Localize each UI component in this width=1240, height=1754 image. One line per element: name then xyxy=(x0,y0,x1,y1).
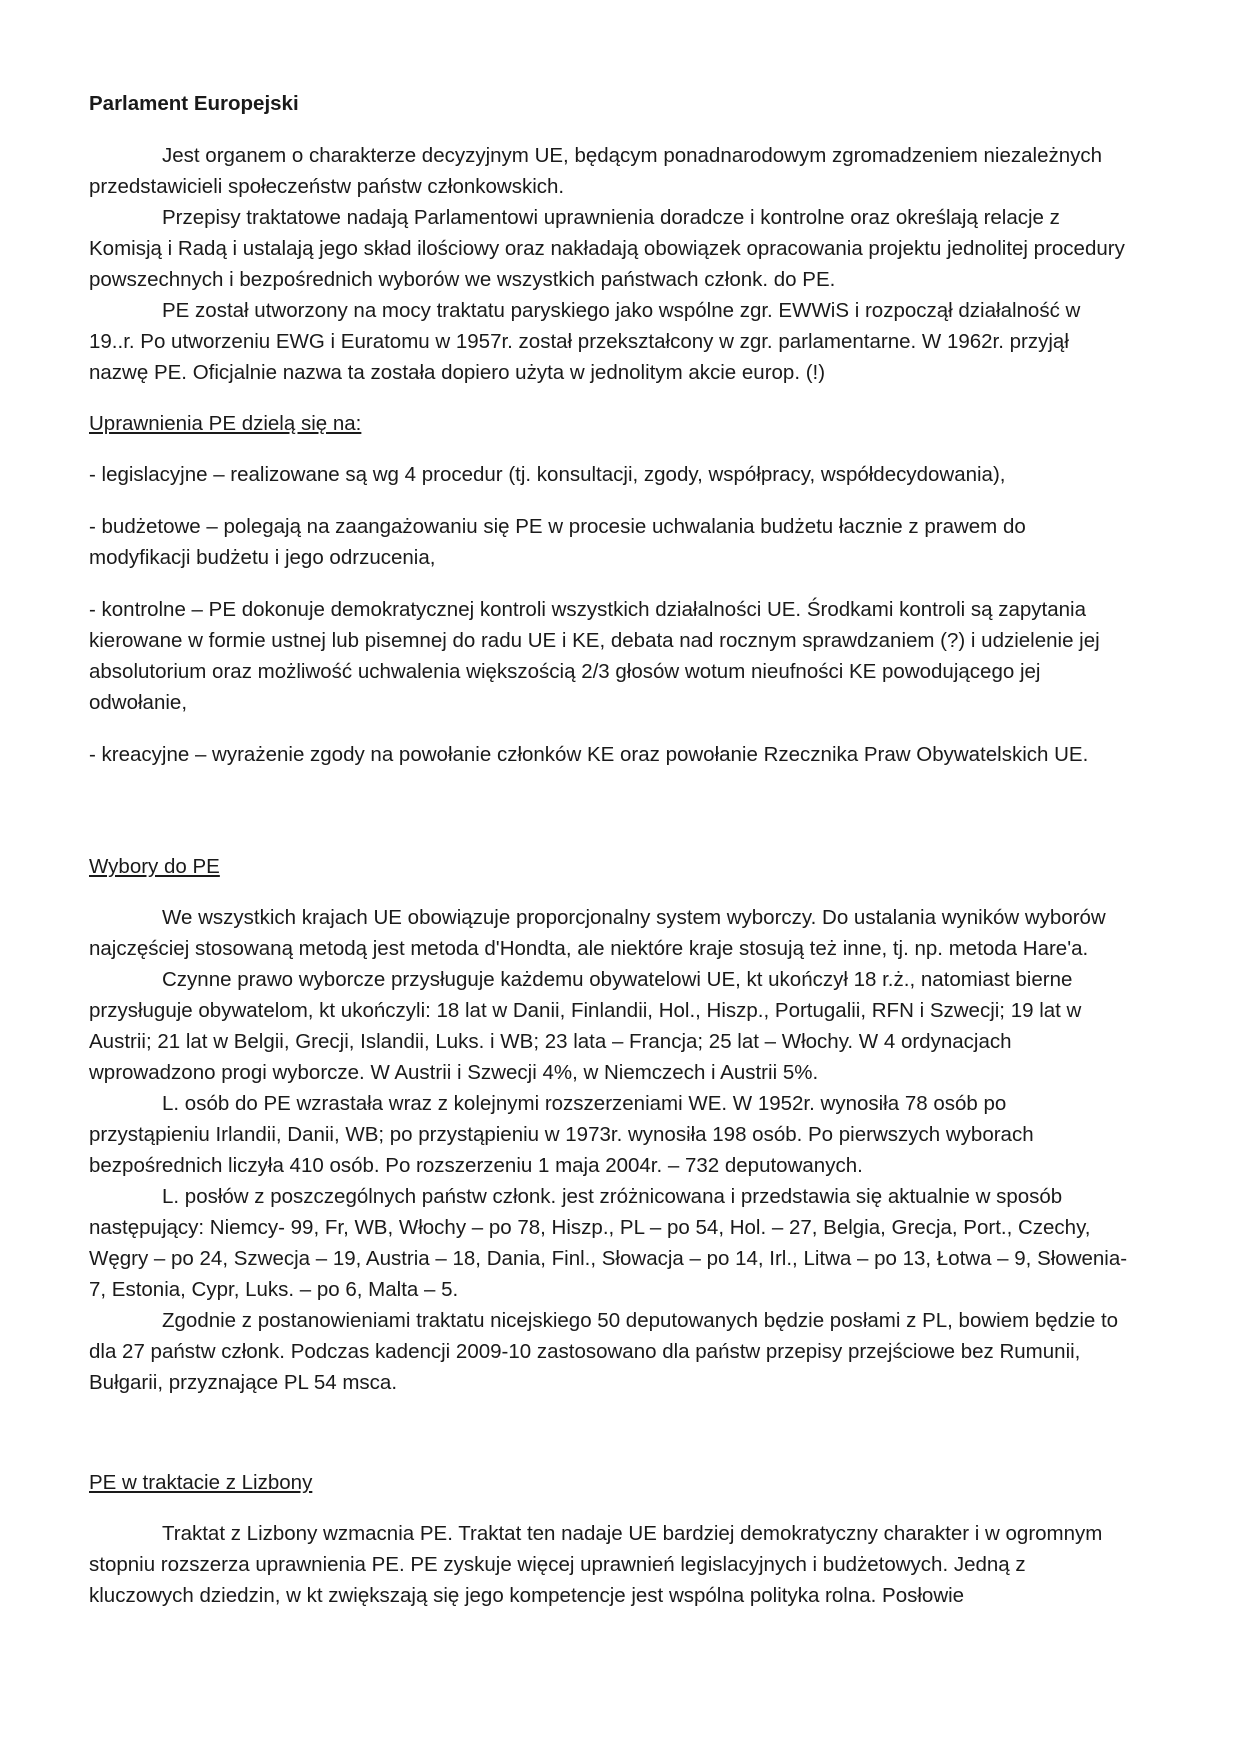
powers-item-control: - kontrolne – PE dokonuje demokratycznej kontroli wszystkich działalności UE. Środkami kontroli są zapytania kierowane w formie ustnej lub pisemnej do radu UE i KE, debata nad rocznym sprawdzaniem (?) i udzielenie jej absolutorium oraz możliwość uchwalenia większością 2/3 głosów wotum nieufności KE powodującego jej odwołanie, xyxy=(89,598,1100,714)
elections-section xyxy=(89,902,1129,1398)
intro-paragraph: Przepisy traktatowe nadają Parlamentowi uprawnienia doradcze i kontrolne oraz określają relacje z Komisją i Radą i ustalają jego skład ilościowy oraz nakładają obowiązek opracowania projektu jednolitej procedury powszechnych i bezpośrednich wyborów we wszystkich państwach członk. do PE. xyxy=(89,206,1125,291)
section-spacer xyxy=(89,1418,1129,1467)
intro-paragraph: PE został utworzony na mocy traktatu paryskiego jako wspólne zgr. EWWiS i rozpoczął działalność w 19..r. Po utworzeniu EWG i Euratomu w 1957r. został przekształcony w zgr. parlamentarne. W 1962r. przyjął nazwę PE. Oficjalnie nazwa ta została dopiero użyta w jednolitym akcie europ. (!) xyxy=(89,299,1081,384)
section-spacer xyxy=(89,791,1129,851)
elections-paragraph: Czynne prawo wyborcze przysługuje każdemu obywatelowi UE, kt ukończył 18 r.ż., natomiast bierne przysługuje obywatelom, kt ukończyli: 18 lat w Danii, Finlandii, Hol., Hiszp., Portugalii, RFN i Szwecji; 19 lat w Austrii; 21 lat w Belgii, Grecji, Islandii, Luks. i WB; 23 lata – Francja; 25 lat – Włochy. W 4 ordynacjach wprowadzono progi wyborcze. W Austrii i Szwecji 4%, w Niemczech i Austrii 5%. xyxy=(89,968,1082,1084)
powers-heading: Uprawnienia PE dzielą się na: xyxy=(89,412,362,435)
document-page xyxy=(89,88,1129,1631)
elections-paragraph: Zgodnie z postanowieniami traktatu nicejskiego 50 deputowanych będzie posłami z PL, bowiem będzie to dla 27 państw członk. Podczas kadencji 2009-10 zastosowano dla państw przepisy przejściowe bez Rumunii, Bułgarii, przyznające PL 54 msca. xyxy=(89,1309,1119,1394)
intro-paragraph: Jest organem o charakterze decyzyjnym UE, będącym ponadnarodowym zgromadzeniem niezależnych przedstawicieli społeczeństw państw członkowskich. xyxy=(89,144,1103,198)
elections-paragraph: L. osób do PE wzrastała wraz z kolejnymi rozszerzeniami WE. W 1952r. wynosiła 78 osób po przystąpieniu Irlandii, Danii, WB; po przystąpieniu w 1973r. wynosiła 198 osób. Po pierwszych wyborach bezpośrednich liczyła 410 osób. Po rozszerzeniu 1 maja 2004r. – 732 deputowanych. xyxy=(89,1092,1034,1177)
intro-section xyxy=(89,140,1129,388)
powers-item-legislative: - legislacyjne – realizowane są wg 4 procedur (tj. konsultacji, zgody, współpracy, współdecydowania), xyxy=(89,463,1006,486)
elections-heading: Wybory do PE xyxy=(89,855,220,878)
lisbon-paragraph: Traktat z Lizbony wzmacnia PE. Traktat ten nadaje UE bardziej demokratyczny charakter i w ogromnym stopniu rozszerza uprawnienia PE. PE zyskuje więcej uprawnień legislacyjnych i budżetowych. Jedną z kluczowych dziedzin, w kt zwiększają się jego kompetencje jest wspólna polityka rolna. Posłowie xyxy=(89,1522,1103,1607)
elections-paragraph: L. posłów z poszczególnych państw członk. jest zróżnicowana i przedstawia się aktualnie w sposób następujący: Niemcy- 99, Fr, WB, Włochy – po 78, Hiszp., PL – po 54, Hol. – 27, Belgia, Grecja, Port., Czechy, Węgry – po 24, Szwecja – 19, Austria – 18, Dania, Finl., Słowacja – po 14, Irl., Litwa – po 13, Łotwa – 9, Słowenia- 7, Estonia, Cypr, Luks. – po 6, Malta – 5. xyxy=(89,1185,1128,1301)
document-title: Parlament Europejski xyxy=(89,92,299,115)
lisbon-section xyxy=(89,1518,1129,1611)
powers-item-budget: - budżetowe – polegają na zaangażowaniu się PE w procesie uchwalania budżetu łacznie z prawem do modyfikacji budżetu i jego odrzucenia, xyxy=(89,515,1026,569)
powers-item-creation: - kreacyjne – wyrażenie zgody na powołanie członków KE oraz powołanie Rzecznika Praw Obywatelskich UE. xyxy=(89,743,1089,766)
elections-paragraph: We wszystkich krajach UE obowiązuje proporcjonalny system wyborczy. Do ustalania wyników wyborów najczęściej stosowaną metodą jest metoda d'Hondta, ale niektóre kraje stosują też inne, tj. np. metoda Hare'a. xyxy=(89,906,1106,960)
lisbon-heading: PE w traktacie z Lizbony xyxy=(89,1471,313,1494)
